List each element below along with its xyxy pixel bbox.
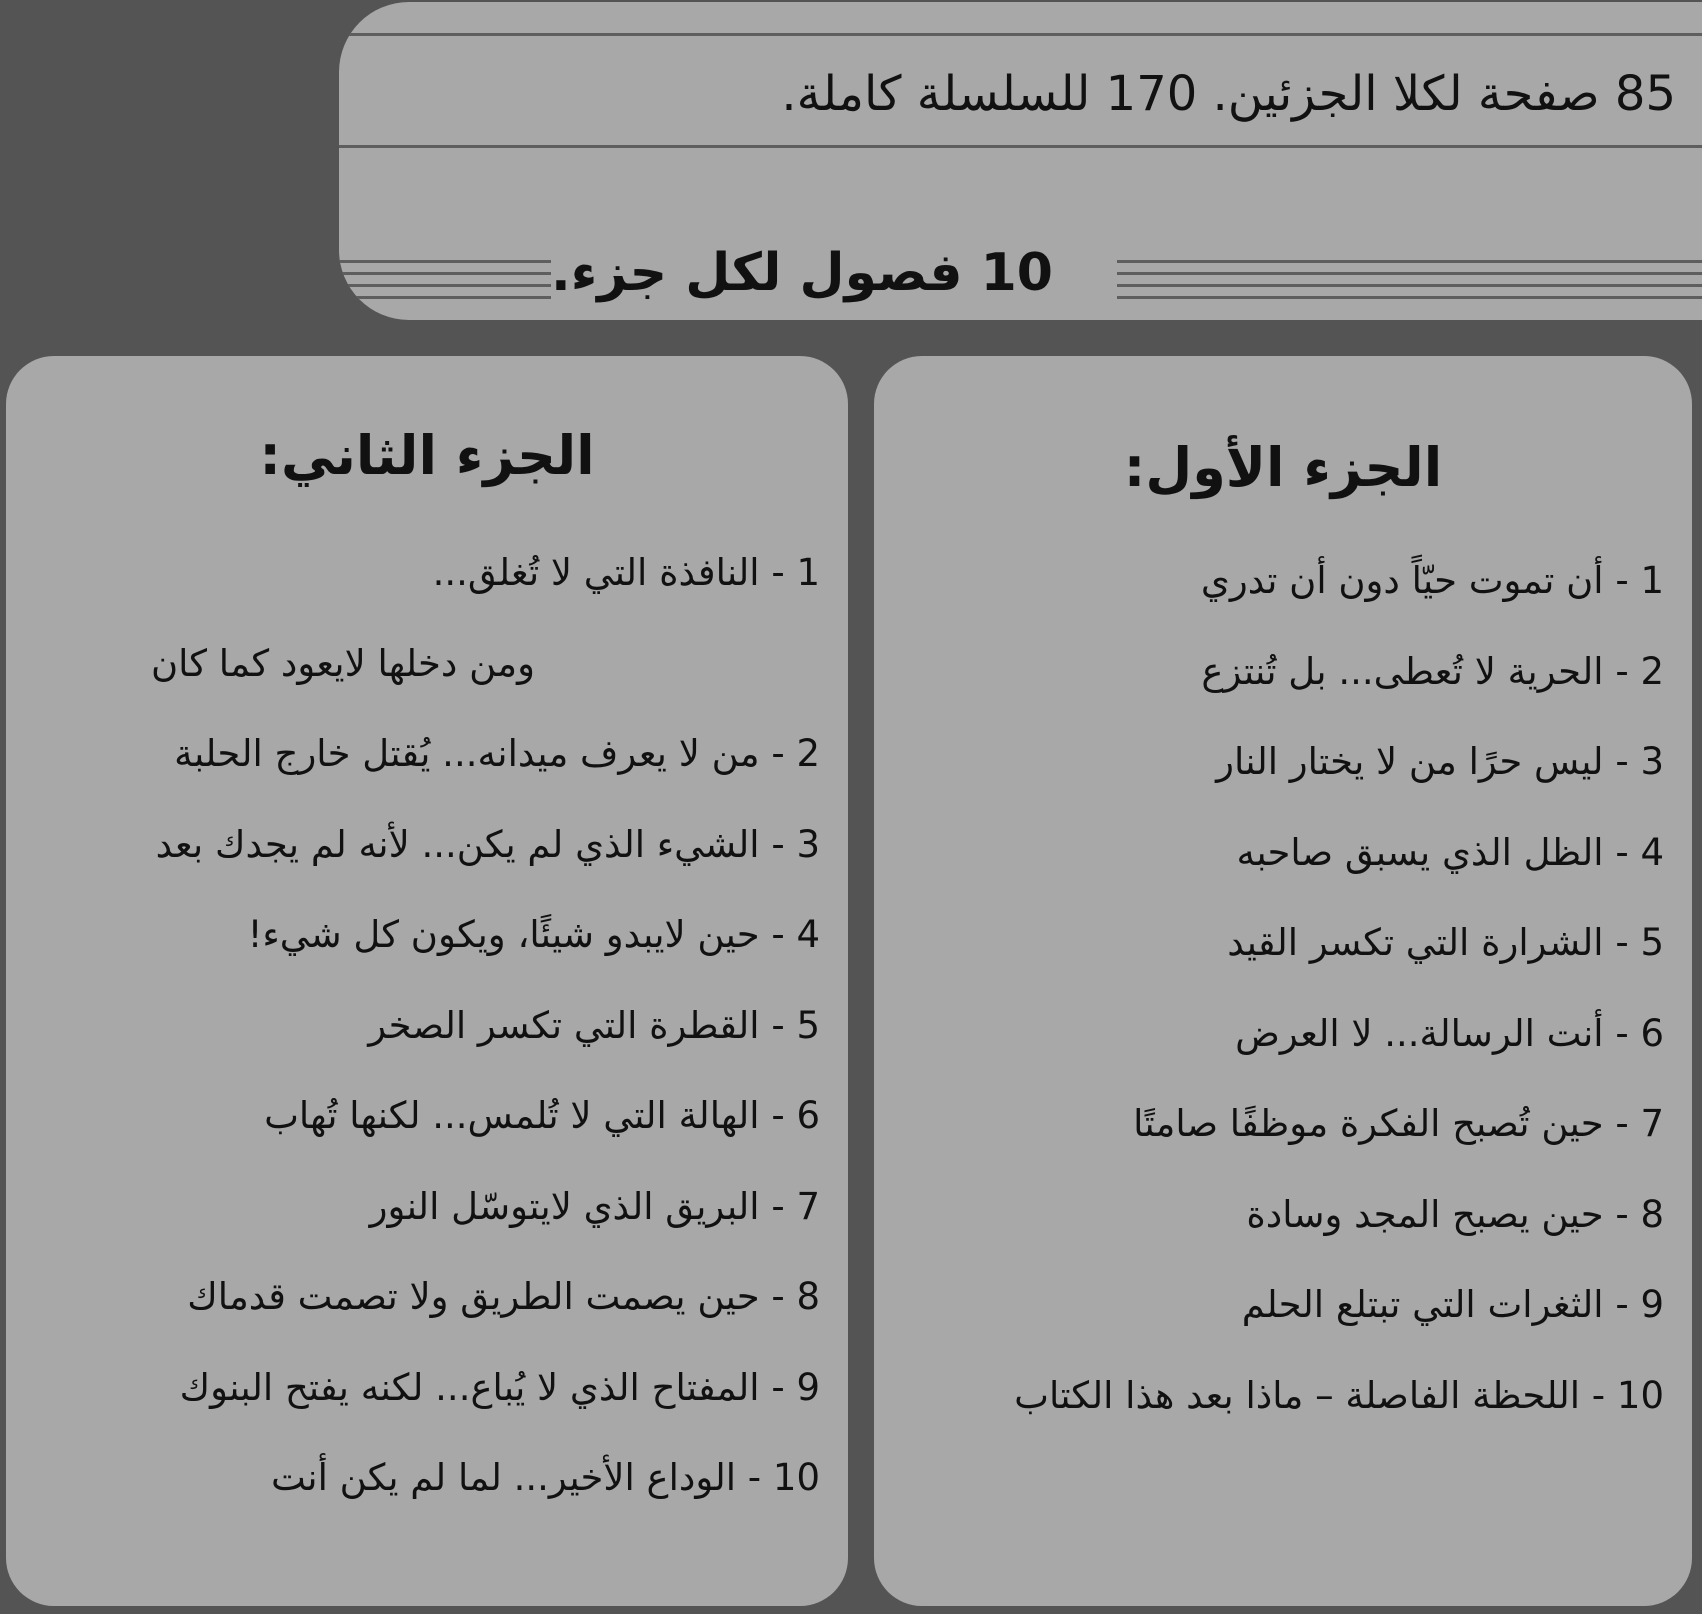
summary-banner bbox=[339, 2, 1702, 320]
chapter-item: 3 - الشيء الذي لم يكن... لأنه لم يجدك بعد bbox=[155, 823, 820, 866]
chapter-item: 4 - الظل الذي يسبق صاحبه bbox=[1236, 831, 1664, 874]
chapter-item: 7 - حين تُصبح الفكرة موظفًا صامتًا bbox=[1133, 1102, 1664, 1145]
chapter-item: 1 - أن تموت حيّاً دون أن تدري bbox=[1200, 559, 1664, 602]
chapter-item: 9 - المفتاح الذي لا يُباع... لكنه يفتح البنوك bbox=[179, 1366, 820, 1409]
chapter-item: 8 - حين يصمت الطريق ولا تصمت قدماك bbox=[187, 1275, 820, 1318]
decorative-line bbox=[1117, 272, 1702, 275]
chapter-item: 10 - الوداع الأخير... لما لم يكن أنت bbox=[270, 1456, 820, 1499]
chapter-item: 4 - حين لايبدو شيئًا، ويكون كل شيء! bbox=[247, 913, 820, 956]
chapter-item: 5 - القطرة التي تكسر الصخر bbox=[368, 1004, 820, 1047]
chapter-item: 6 - الهالة التي لا تُلمس... لكنها تُهاب bbox=[264, 1094, 820, 1137]
decorative-line bbox=[1117, 260, 1702, 263]
decorative-line bbox=[339, 296, 551, 299]
chapter-item: 5 - الشرارة التي تكسر القيد bbox=[1227, 921, 1664, 964]
chapter-item: 1 - النافذة التي لا تُغلق... bbox=[432, 551, 820, 594]
divider-line bbox=[339, 145, 1702, 148]
chapter-item-continuation: ومن دخلها لايعود كما كان bbox=[150, 642, 535, 685]
chapters-per-part: 10 فصول لكل جزء. bbox=[550, 243, 1053, 303]
decorative-line bbox=[1117, 284, 1702, 287]
divider-line bbox=[339, 33, 1702, 36]
decorative-line bbox=[1117, 296, 1702, 299]
chapter-item: 6 - أنت الرسالة... لا العرض bbox=[1235, 1012, 1664, 1055]
decorative-line bbox=[339, 284, 551, 287]
chapter-item: 3 - ليس حرًا من لا يختار النار bbox=[1216, 740, 1664, 783]
chapter-item: 7 - البريق الذي لايتوسّل النور bbox=[369, 1185, 820, 1228]
chapter-item: 10 - اللحظة الفاصلة – ماذا بعد هذا الكتاب bbox=[1014, 1374, 1664, 1417]
part-two-panel bbox=[6, 356, 848, 1606]
decorative-line bbox=[339, 272, 551, 275]
chapter-item: 9 - الثغرات التي تبتلع الحلم bbox=[1241, 1283, 1664, 1326]
decorative-line bbox=[339, 260, 551, 263]
page-count-summary: 85 صفحة لكلا الجزئين. 170 للسلسلة كاملة. bbox=[781, 66, 1676, 122]
chapter-item: 8 - حين يصبح المجد وسادة bbox=[1246, 1193, 1664, 1236]
chapter-item: 2 - من لا يعرف ميدانه... يُقتل خارج الحلبة bbox=[174, 732, 820, 775]
part-two-title: الجزء الثاني: bbox=[259, 424, 595, 487]
part-one-panel bbox=[874, 356, 1692, 1606]
part-one-title: الجزء الأول: bbox=[1123, 436, 1443, 499]
chapter-item: 2 - الحرية لا تُعطى... بل تُنتزع bbox=[1201, 650, 1664, 693]
